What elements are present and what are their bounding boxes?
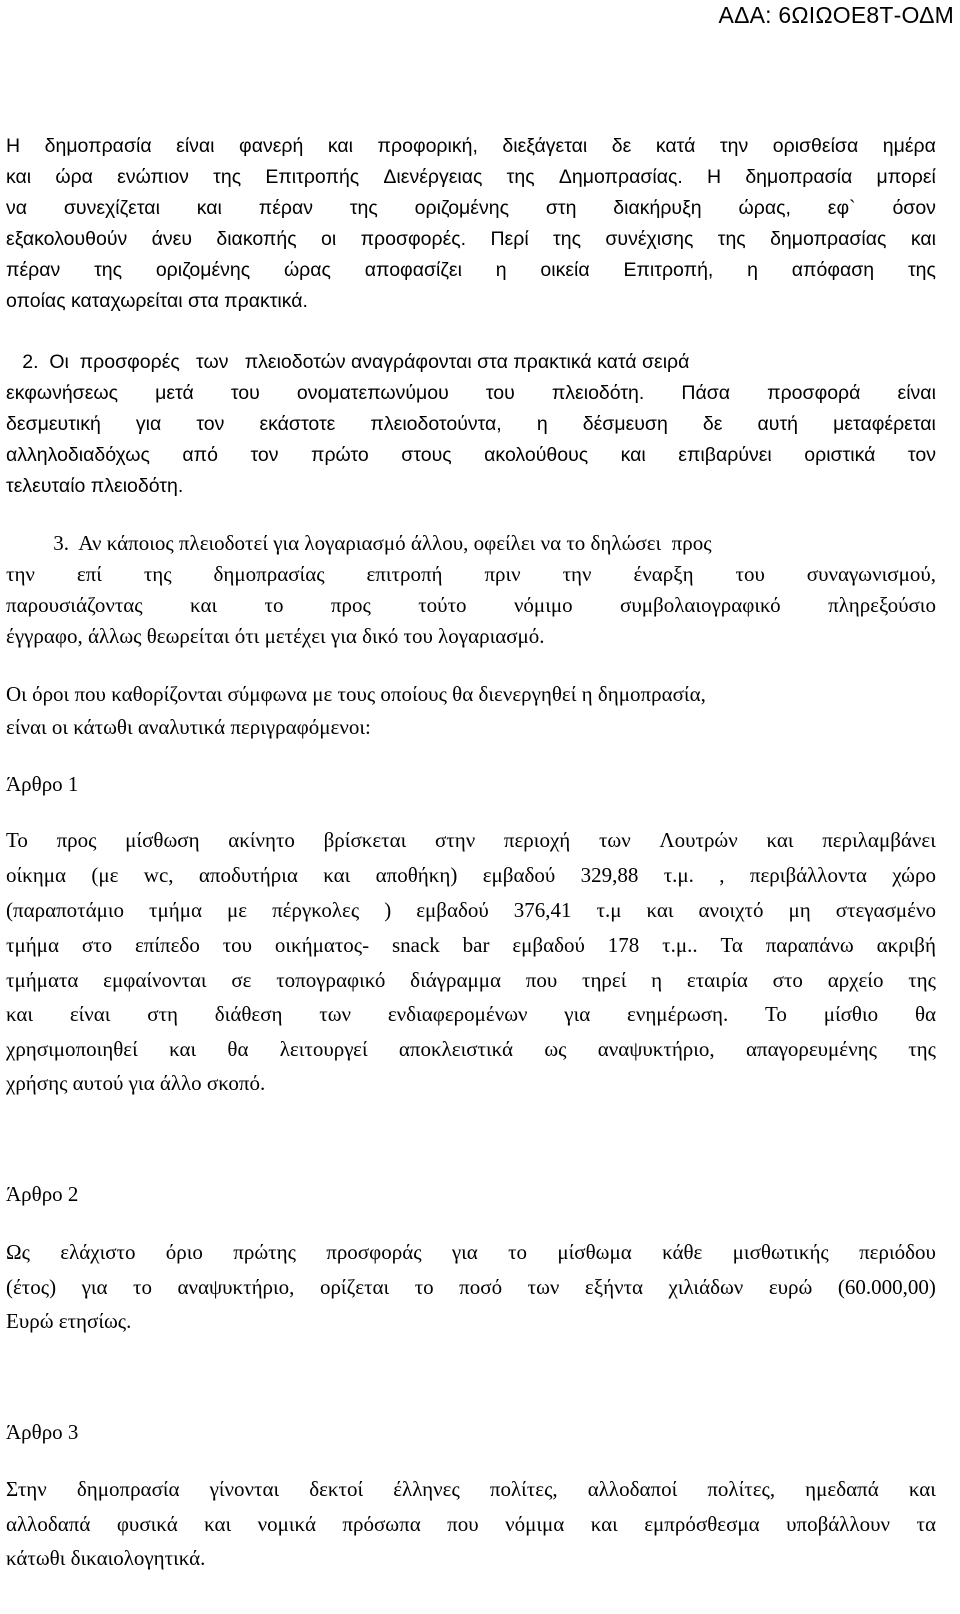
text-line: 3. Αν κάποιος πλειοδοτεί για λογαριασμό άλλου, οφείλει να το δηλώσει προς (6, 531, 712, 555)
text-line: Ευρώ ετησίως. (6, 1309, 132, 1333)
text-line: οποίας καταχωρείται στα πρακτικά. (6, 290, 308, 312)
text-line: πέραν της οριζομένης ώρας αποφασίζει η οικεία Επιτροπή, η απόφαση της (6, 259, 936, 281)
text-line: (έτος) για το αναψυκτήριο, ορίζεται το ποσό των εξήντα χιλιάδων ευρώ (60.000,00) (6, 1275, 936, 1299)
text-line: οίκημα (με wc, αποδυτήρια και αποθήκη) εμβαδού 329,88 τ.μ. , περιβάλλοντα χώρο (6, 863, 936, 887)
text-line: Ως ελάχιστο όριο πρώτης προσφοράς για το μίσθωμα κάθε μισθωτικής περιόδου (6, 1240, 936, 1264)
text-line: έγγραφο, άλλως θεωρείται ότι μετέχει για δικό του λογαριασμό. (6, 624, 545, 648)
text-line: και ώρα ενώπιον της Επιτροπής Διενέργειας της Δημοπρασίας. Η δημοπρασία μπορεί (6, 166, 936, 188)
text-line: δεσμευτική για τον εκάστοτε πλειοδοτούντα, η δέσμευση δε αυτή μεταφέρεται (6, 413, 936, 435)
text-line: και είναι στη διάθεση των ενδιαφερομένων για ενημέρωση. Το μίσθιο θα (6, 1002, 936, 1026)
text-line: την επί της δημοπρασίας επιτροπή πριν την έναρξη του συναγωνισμού, (6, 562, 936, 586)
text-line: χρησιμοποιηθεί και θα λειτουργεί αποκλειστικά ως αναψυκτήριο, απαγορευμένης της (6, 1037, 936, 1061)
text-line: εξακολουθούν άνευ διακοπής οι προσφορές. Περί της συνέχισης της δημοπρασίας και (6, 228, 936, 250)
text-line: να συνεχίζεται και πέραν της οριζομένης στη διακήρυξη ώρας, εφ` όσον (6, 197, 936, 219)
text-line: Οι όροι που καθορίζονται σύμφωνα με τους οποίους θα διενεργηθεί η δημοπρασία, (6, 682, 706, 706)
text-line: τμήμα στο επίπεδο του οικήματος- snack bar εμβαδού 178 τ.μ.. Τα παραπάνω ακριβή (6, 933, 936, 957)
text-line: Το προς μίσθωση ακίνητο βρίσκεται στην περιοχή των Λουτρών και περιλαμβάνει (6, 828, 936, 852)
text-line: Η δημοπρασία είναι φανερή και προφορική, διεξάγεται δε κατά την ορισθείσα ημέρα (6, 135, 936, 157)
text-line: αλληλοδιαδόχως από τον πρώτο στους ακολούθους και επιβαρύνει οριστικά τον (6, 444, 936, 466)
text-line: εκφωνήσεως μετά του ονοματεπωνύμου του πλειοδότη. Πάσα προσφορά είναι (6, 382, 936, 404)
text-line: (παραποτάμιο τμήμα με πέργκολες ) εμβαδού 376,41 τ.μ και ανοιχτό μη στεγασμένο (6, 898, 936, 922)
text-line: τμήματα εμφαίνονται σε τοπογραφικό διάγραμμα που τηρεί η εταιρία στο αρχείο της (6, 968, 936, 992)
article-title: Άρθρο 1 (6, 772, 79, 796)
text-line: κάτωθι δικαιολογητικά. (6, 1546, 206, 1570)
text-line: τελευταίο πλειοδότη. (6, 475, 184, 497)
text-line: παρουσιάζοντας και το προς τούτο νόμιμο συμβολαιογραφικό πληρεξούσιο (6, 593, 936, 617)
text-line: χρήσης αυτού για άλλο σκοπό. (6, 1071, 266, 1095)
article-title: Άρθρο 2 (6, 1182, 79, 1206)
article-title: Άρθρο 3 (6, 1420, 79, 1444)
text-line: είναι οι κάτωθι αναλυτικά περιγραφόμενοι: (6, 715, 371, 739)
text-line: Στην δημοπρασία γίνονται δεκτοί έλληνες πολίτες, αλλοδαποί πολίτες, ημεδαπά και (6, 1477, 936, 1501)
text-line: αλλοδαπά φυσικά και νομικά πρόσωπα που νόμιμα και εμπρόσθεσμα υποβάλλουν τα (6, 1512, 936, 1536)
ada-identifier: ΑΔΑ: 6ΩΙΩΟΕ8Τ-ΟΔΜ (718, 2, 954, 28)
text-line: 2. Οι προσφορές των πλειοδοτών αναγράφονται στα πρακτικά κατά σειρά (6, 351, 690, 373)
